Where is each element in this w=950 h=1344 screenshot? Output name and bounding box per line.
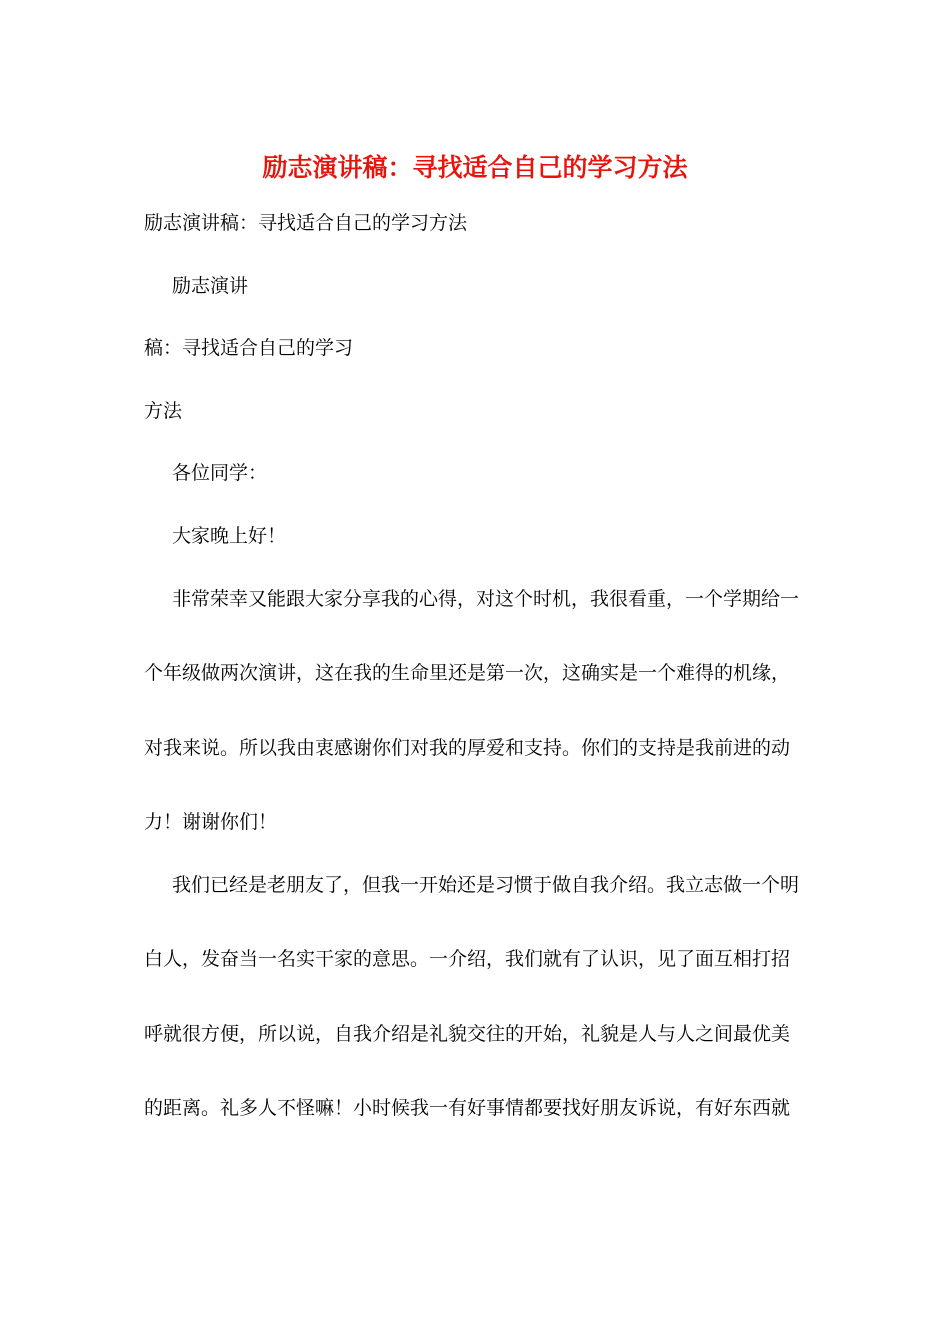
paragraph-line: 呼就很方便，所以说，自我介绍是礼貌交往的开始，礼貌是人与人之间最优美	[144, 1023, 791, 1045]
paragraph-line: 力！谢谢你们！	[144, 811, 278, 833]
subtitle-line: 励志演讲稿：寻找适合自己的学习方法	[144, 212, 468, 234]
document-title: 励志演讲稿：寻找适合自己的学习方法	[262, 153, 688, 182]
paragraph-line: 白人，发奋当一名实干家的意思。一介绍，我们就有了认识，见了面互相打招	[144, 948, 791, 970]
greeting-line: 大家晚上好！	[172, 525, 287, 547]
paragraph-line: 非常荣幸又能跟大家分享我的心得，对这个时机，我很看重，一个学期给一	[172, 588, 800, 610]
paragraph-line: 我们已经是老朋友了，但我一开始还是习惯于做自我介绍。我立志做一个明	[172, 874, 800, 896]
paragraph-line: 对我来说。所以我由衷感谢你们对我的厚爱和支持。你们的支持是我前进的动	[144, 737, 791, 759]
paragraph-line: 的距离。礼多人不怪嘛！小时候我一有好事情都要找好朋友诉说，有好东西就	[144, 1097, 791, 1119]
paragraph-line: 稿：寻找适合自己的学习	[144, 337, 354, 359]
paragraph-line: 励志演讲	[172, 275, 249, 297]
paragraph-line: 个年级做两次演讲，这在我的生命里还是第一次，这确实是一个难得的机缘，	[144, 662, 791, 684]
greeting-line: 各位同学：	[172, 462, 268, 484]
paragraph-line: 方法	[144, 400, 183, 422]
